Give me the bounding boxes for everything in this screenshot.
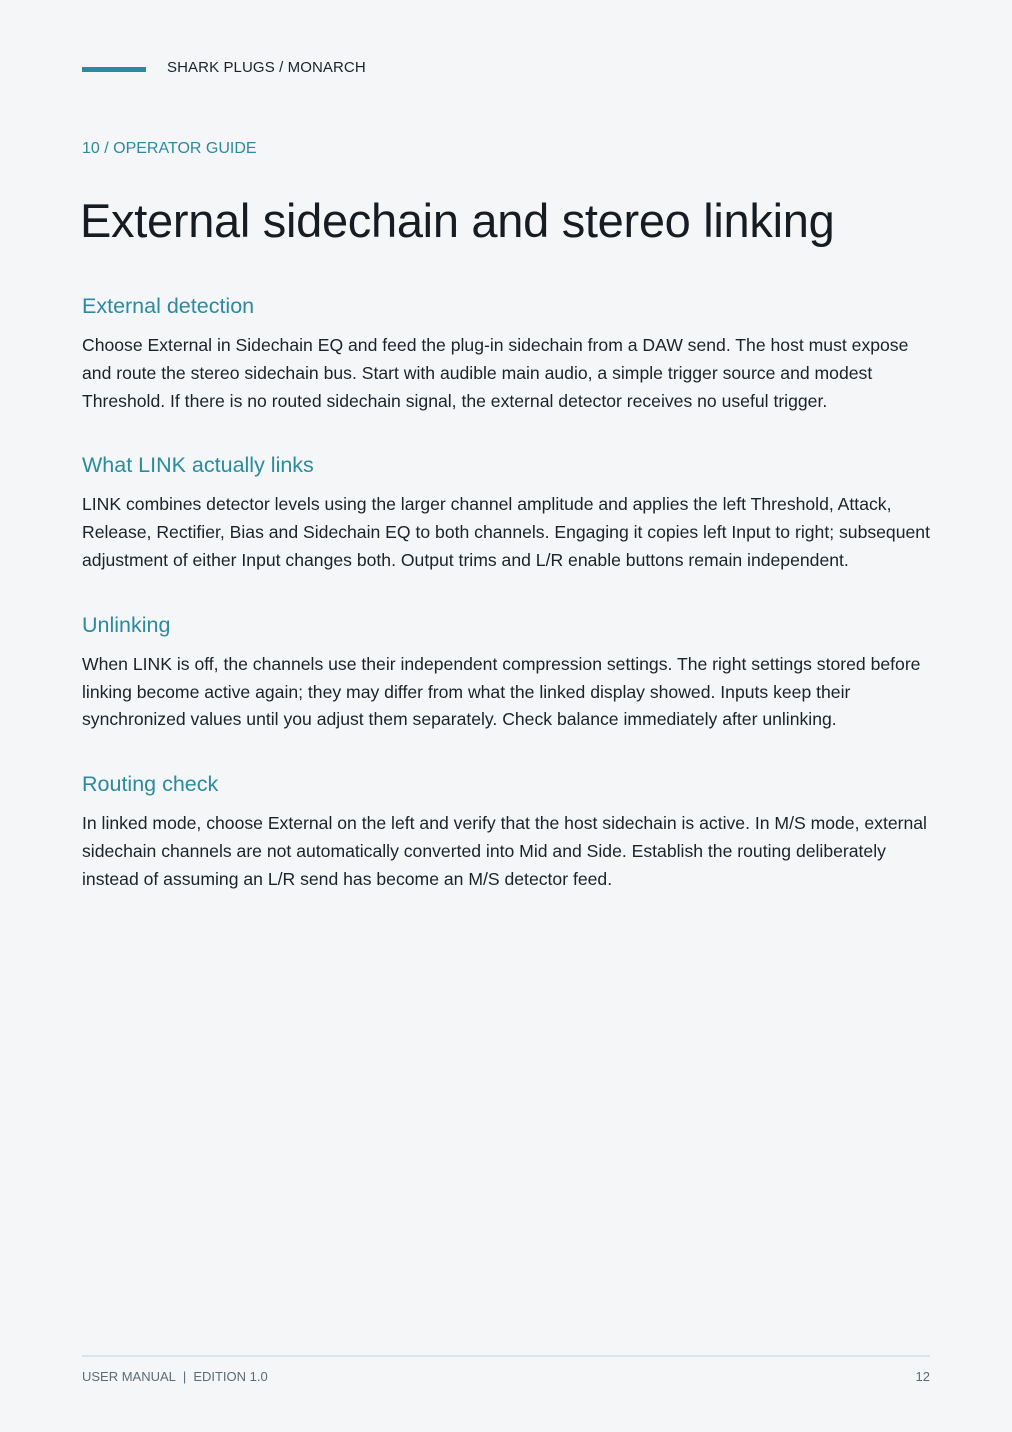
section-label: 10 / OPERATOR GUIDE: [82, 140, 257, 157]
section-heading: External detection: [82, 294, 255, 318]
content-area: [82, 290, 938, 928]
footer-edition-info: [82, 1369, 268, 1384]
section-body: In linked mode, choose External on the left and verify that the host sidechain is active. In M/S mode, external sidechain channels are not automatically converted into Mid and Side. Establish the routing deliberately instead of assuming an L/R send has become an M/S detector feed.: [82, 813, 927, 889]
header-accent-bar: [82, 67, 146, 72]
footer-manual-label: USER MANUAL: [82, 1369, 176, 1384]
section-body: Choose External in Sidechain EQ and feed the plug-in sidechain from a DAW send. The host must expose and route the stereo sidechain bus. Start with audible main audio, a simple trigger source and modest Threshold. If there is no routed sidechain signal, the external detector receives no useful trigger.: [82, 335, 909, 411]
section-unlinking: [82, 609, 938, 734]
footer-divider: [82, 1355, 930, 1357]
page-title: External sidechain and stereo linking: [80, 194, 835, 247]
brand-label: SHARK PLUGS / MONARCH: [167, 59, 366, 76]
footer-separator: |: [182, 1369, 187, 1384]
page-number: 12: [915, 1369, 930, 1384]
section-heading: Routing check: [82, 772, 219, 797]
section-body: When LINK is off, the channels use their independent compression settings. The right settings stored before linking become active again; they may differ from what the linked display showed. Inputs keep their synchronized values until you adjust them separately. Check balance immediately after unlinking.: [82, 653, 921, 730]
section-external-detection: [82, 290, 938, 415]
footer-edition-label: EDITION 1.0: [193, 1369, 268, 1384]
section-heading: What LINK actually links: [82, 453, 314, 478]
section-body: LINK combines detector levels using the larger channel amplitude and applies the left Threshold, Attack, Release, Rectifier, Bias and Sidechain EQ to both channels. Engaging it copies left Input to right; subsequent adjustment of either Input changes both. Output trims and L/R enable buttons remain independent.: [82, 494, 930, 570]
section-heading: Unlinking: [82, 612, 171, 637]
section-routing-check: [82, 768, 938, 893]
section-what-link-links: [82, 449, 938, 574]
